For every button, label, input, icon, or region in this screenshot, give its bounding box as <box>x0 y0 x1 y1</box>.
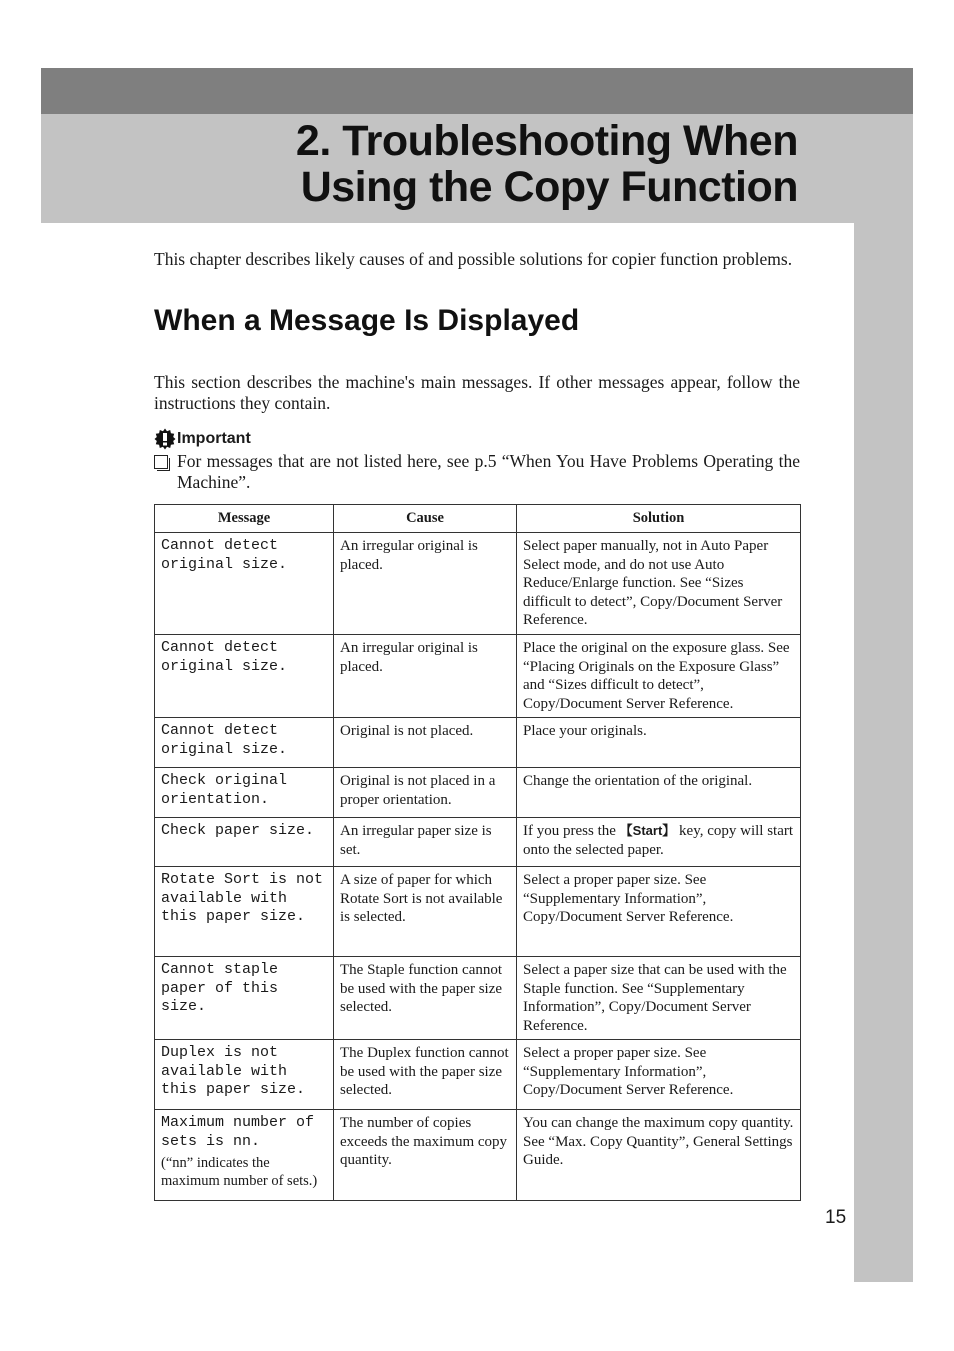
cause-cell: An irregular original is placed. <box>334 533 517 635</box>
message-cell: Cannot detect original size. <box>155 533 334 635</box>
column-header-message: Message <box>155 505 334 533</box>
column-header-solution: Solution <box>517 505 801 533</box>
chapter-title-line-2: Using the Copy Function <box>300 163 798 211</box>
message-cell: Cannot detect original size. <box>155 635 334 718</box>
solution-cell: Place the original on the exposure glass. See “Placing Originals on the Exposure Glass” and “Sizes difficult to detect”, Copy/Document Server Reference. <box>517 635 801 718</box>
chapter-intro: This chapter describes likely causes of and possible solutions for copier function problems. <box>154 249 793 269</box>
message-cell: Cannot detect original size. <box>155 718 334 768</box>
important-note <box>154 451 800 493</box>
header-band-dark <box>41 68 913 114</box>
cause-cell: An irregular original is placed. <box>334 635 517 718</box>
message-cell: Check original orientation. <box>155 768 334 818</box>
solution-cell: Change the orientation of the original. <box>517 768 801 818</box>
message-cell: Rotate Sort is not available with this paper size. <box>155 867 334 957</box>
table-row <box>155 1040 801 1110</box>
cause-cell: A size of paper for which Rotate Sort is not available is selected. <box>334 867 517 957</box>
solution-cell <box>517 818 801 867</box>
cause-cell: An irregular paper size is set. <box>334 818 517 867</box>
important-note-text: For messages that are not listed here, see p.5 “When You Have Problems Operating the Machine”. <box>177 451 800 492</box>
solution-cell: Select a proper paper size. See “Supplementary Information”, Copy/Document Server Reference. <box>517 867 801 957</box>
message-cell <box>155 1110 334 1201</box>
solution-cell: Select a paper size that can be used with the Staple function. See “Supplementary Information”, Copy/Document Server Reference. <box>517 957 801 1040</box>
solution-cell: Select a proper paper size. See “Supplementary Information”, Copy/Document Server Reference. <box>517 1040 801 1110</box>
cause-cell: Original is not placed. <box>334 718 517 768</box>
solution-text-post: key, copy will start onto the selected paper. <box>523 823 794 858</box>
section-description: This section describes the machine's main messages. If other messages appear, follow the instructions they contain. <box>154 372 800 413</box>
important-label: Important <box>177 430 251 447</box>
message-cell: Cannot staple paper of this size. <box>155 957 334 1040</box>
table-row <box>155 768 801 818</box>
solution-cell: Select paper manually, not in Auto Paper Select mode, and do not use Auto Reduce/Enlarge function. See “Sizes difficult to detect”, Copy/Document Server Reference. <box>517 533 801 635</box>
cause-cell: The Staple function cannot be used with the paper size selected. <box>334 957 517 1040</box>
message-cell: Duplex is not available with this paper size. <box>155 1040 334 1110</box>
message-table <box>154 504 801 1201</box>
table-row <box>155 1110 801 1201</box>
section-heading: When a Message Is Displayed <box>154 304 580 337</box>
table-header-row <box>155 505 801 533</box>
checkbox-bullet-icon <box>154 455 168 469</box>
solution-cell: You can change the maximum copy quantity. See “Max. Copy Quantity”, General Settings Guide. <box>517 1110 801 1201</box>
solution-cell: Place your originals. <box>517 718 801 768</box>
cause-cell: Original is not placed in a proper orientation. <box>334 768 517 818</box>
cause-cell: The Duplex function cannot be used with the paper size selected. <box>334 1040 517 1110</box>
important-icon <box>154 428 176 450</box>
chapter-title <box>158 118 798 210</box>
cause-cell: The number of copies exceeds the maximum copy quantity. <box>334 1110 517 1201</box>
message-cell: Check paper size. <box>155 818 334 867</box>
page-number: 15 <box>825 1207 847 1228</box>
message-text: Maximum number of sets is nn. <box>161 1114 315 1150</box>
column-header-cause: Cause <box>334 505 517 533</box>
chapter-title-line-1: 2. Troubleshooting When <box>295 117 798 165</box>
message-note: (“nn” indicates the maximum number of sets.) <box>161 1155 318 1189</box>
table-row <box>155 867 801 957</box>
table-row <box>155 533 801 635</box>
table-row <box>155 957 801 1040</box>
table-row <box>155 718 801 768</box>
solution-text-pre: If you press the <box>523 823 620 839</box>
chapter-side-tab <box>854 223 913 1282</box>
table-row <box>155 818 801 867</box>
important-callout <box>154 428 251 450</box>
start-key-label: 【Start】 <box>619 823 676 838</box>
table-row <box>155 635 801 718</box>
